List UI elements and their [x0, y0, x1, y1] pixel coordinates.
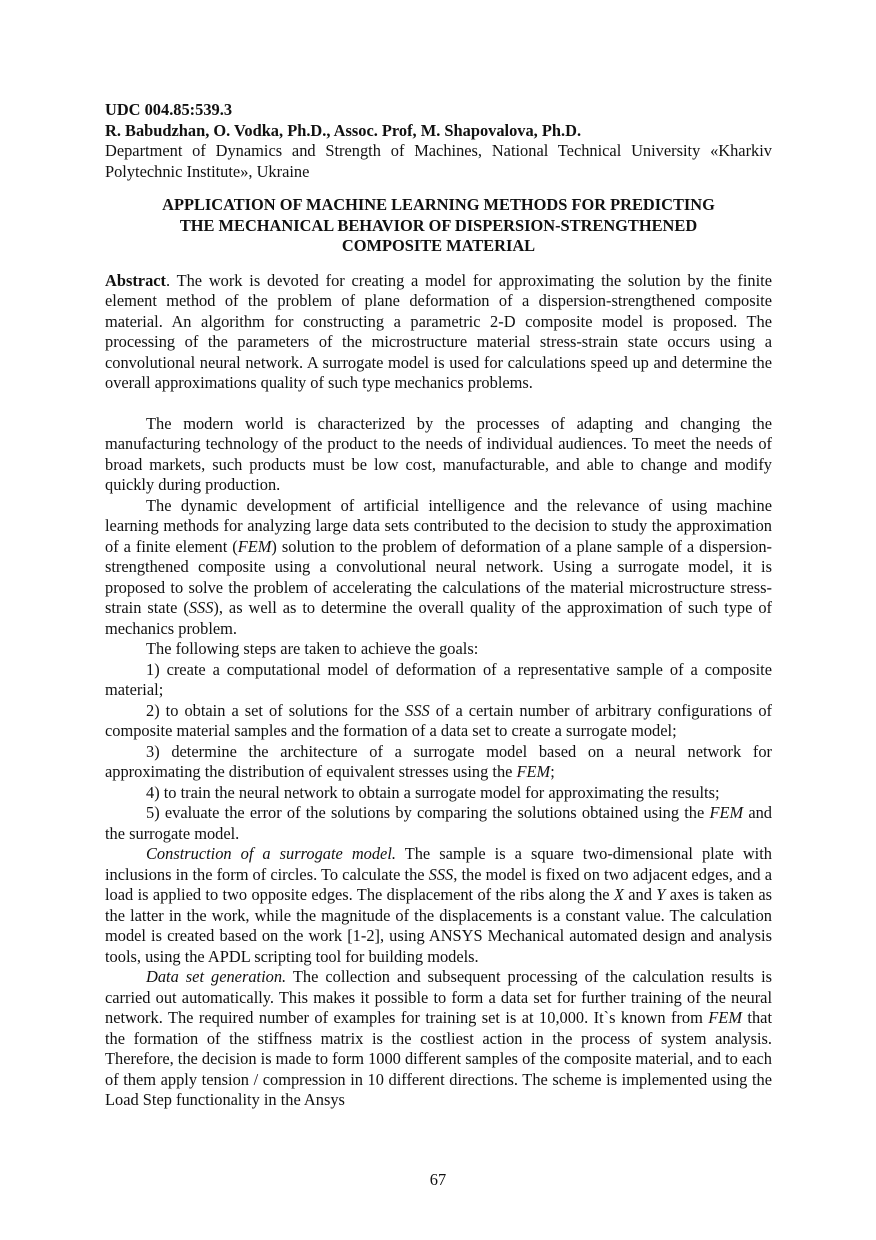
paragraph-3: The following steps are taken to achieve the goals:: [146, 639, 479, 658]
step-4: 4) to train the neural network to obtain a surrogate model for approximating the results;: [146, 782, 720, 802]
section-heading-dataset: Data set generation.: [146, 967, 287, 986]
abstract-text: . The work is devoted for creating a model for approximating the solution by the finite element method of the problem of plane deformation of a dispersion-strengthened composite material. An algorithm for constructing a parametric 2-D composite model is proposed. The processing of the parameters of the microstructure material stress-strain state occurs using a convolutional neural network. A surrogate model is used for calculations speed up and determine the overall approximations quality of such type mechanics problems.: [105, 270, 772, 392]
title-line-3: COMPOSITE MATERIAL: [341, 236, 536, 255]
title-line-1: APPLICATION OF MACHINE LEARNING METHODS FOR PREDICTING: [162, 195, 715, 214]
step-2: 2) to obtain a set of solutions for the SSS of a certain number of arbitrary configurations of composite material samples and the formation of a data set to create a surrogate model;: [105, 700, 772, 740]
author-list: R. Babudzhan, O. Vodka, Ph.D., Assoc. Prof, M. Shapovalova, Ph.D.: [105, 120, 582, 140]
dataset-paragraph: Data set generation. The collection and subsequent processing of the calculation results is carried out automatically. This makes it possible to form a data set for further training of the neural network. The required number of examples for training set is at 10,000. It`s known from FEM that the formation of the stiffness matrix is the costliest action in the process of system analysis. Therefore, the decision is made to form 1000 different samples of the composite material, and to each of them apply tension / compression in 10 different directions. The scheme is implemented using the Load Step functionality in the Ansys: [105, 967, 773, 1109]
page-number: 67: [429, 1170, 447, 1189]
udc-code: UDC 004.85:539.3: [105, 100, 233, 119]
affiliation: Department of Dynamics and Strength of Machines, National Technical University «Kharkiv Polytechnic Institute», Ukraine: [105, 141, 772, 181]
paper-title: [105, 195, 772, 257]
abstract-label: Abstract: [105, 270, 166, 290]
construction-paragraph: Construction of a surrogate model. The sample is a square two-dimensional plate with inclusions in the form of circles. To calculate the SSS, the model is fixed on two adjacent edges, and a load is applied to two opposite edges. The displacement of the ribs along the X and Y axes is taken as the latter in the work, while the magnitude of the displacements is a constant value. The calculation model is created based on the work [1-2], using ANSYS Mechanical automated design and analysis tools, using the APDL scripting tool for building models.: [105, 844, 772, 966]
paper-page: [105, 100, 772, 1111]
paragraph-2: The dynamic development of artificial intelligence and the relevance of using machine learning methods for analyzing large data sets contributed to the decision to study the approximation of a finite element (FEM) solution to the problem of deformation of a plane sample of a dispersion-strengthened composite using a convolutional neural network. Using a surrogate model, it is proposed to solve the problem of accelerating the calculations of the material microstructure stress-strain state (SSS), as well as to determine the overall quality of the approximation of such type of mechanics problem.: [105, 495, 772, 638]
title-line-2: THE MECHANICAL BEHAVIOR OF DISPERSION-STRENGTHENED: [179, 215, 698, 235]
step-3: 3) determine the architecture of a surrogate model based on a neural network for approximating the distribution of equivalent stresses using the FEM;: [105, 741, 772, 781]
abstract: [105, 271, 772, 394]
paragraph-1: The modern world is characterized by the processes of adapting and changing the manufacturing technology of the product to the needs of individual audiences. To meet the needs of broad markets, such products must be low cost, manufacturable, and able to change and modify quickly during production.: [105, 413, 772, 494]
step-1: 1) create a computational model of deformation of a representative sample of a composite material;: [105, 659, 772, 699]
step-5: 5) evaluate the error of the solutions by comparing the solutions obtained using the FEM and the surrogate model.: [105, 803, 773, 843]
section-heading-construction: Construction of a surrogate model.: [146, 844, 396, 863]
